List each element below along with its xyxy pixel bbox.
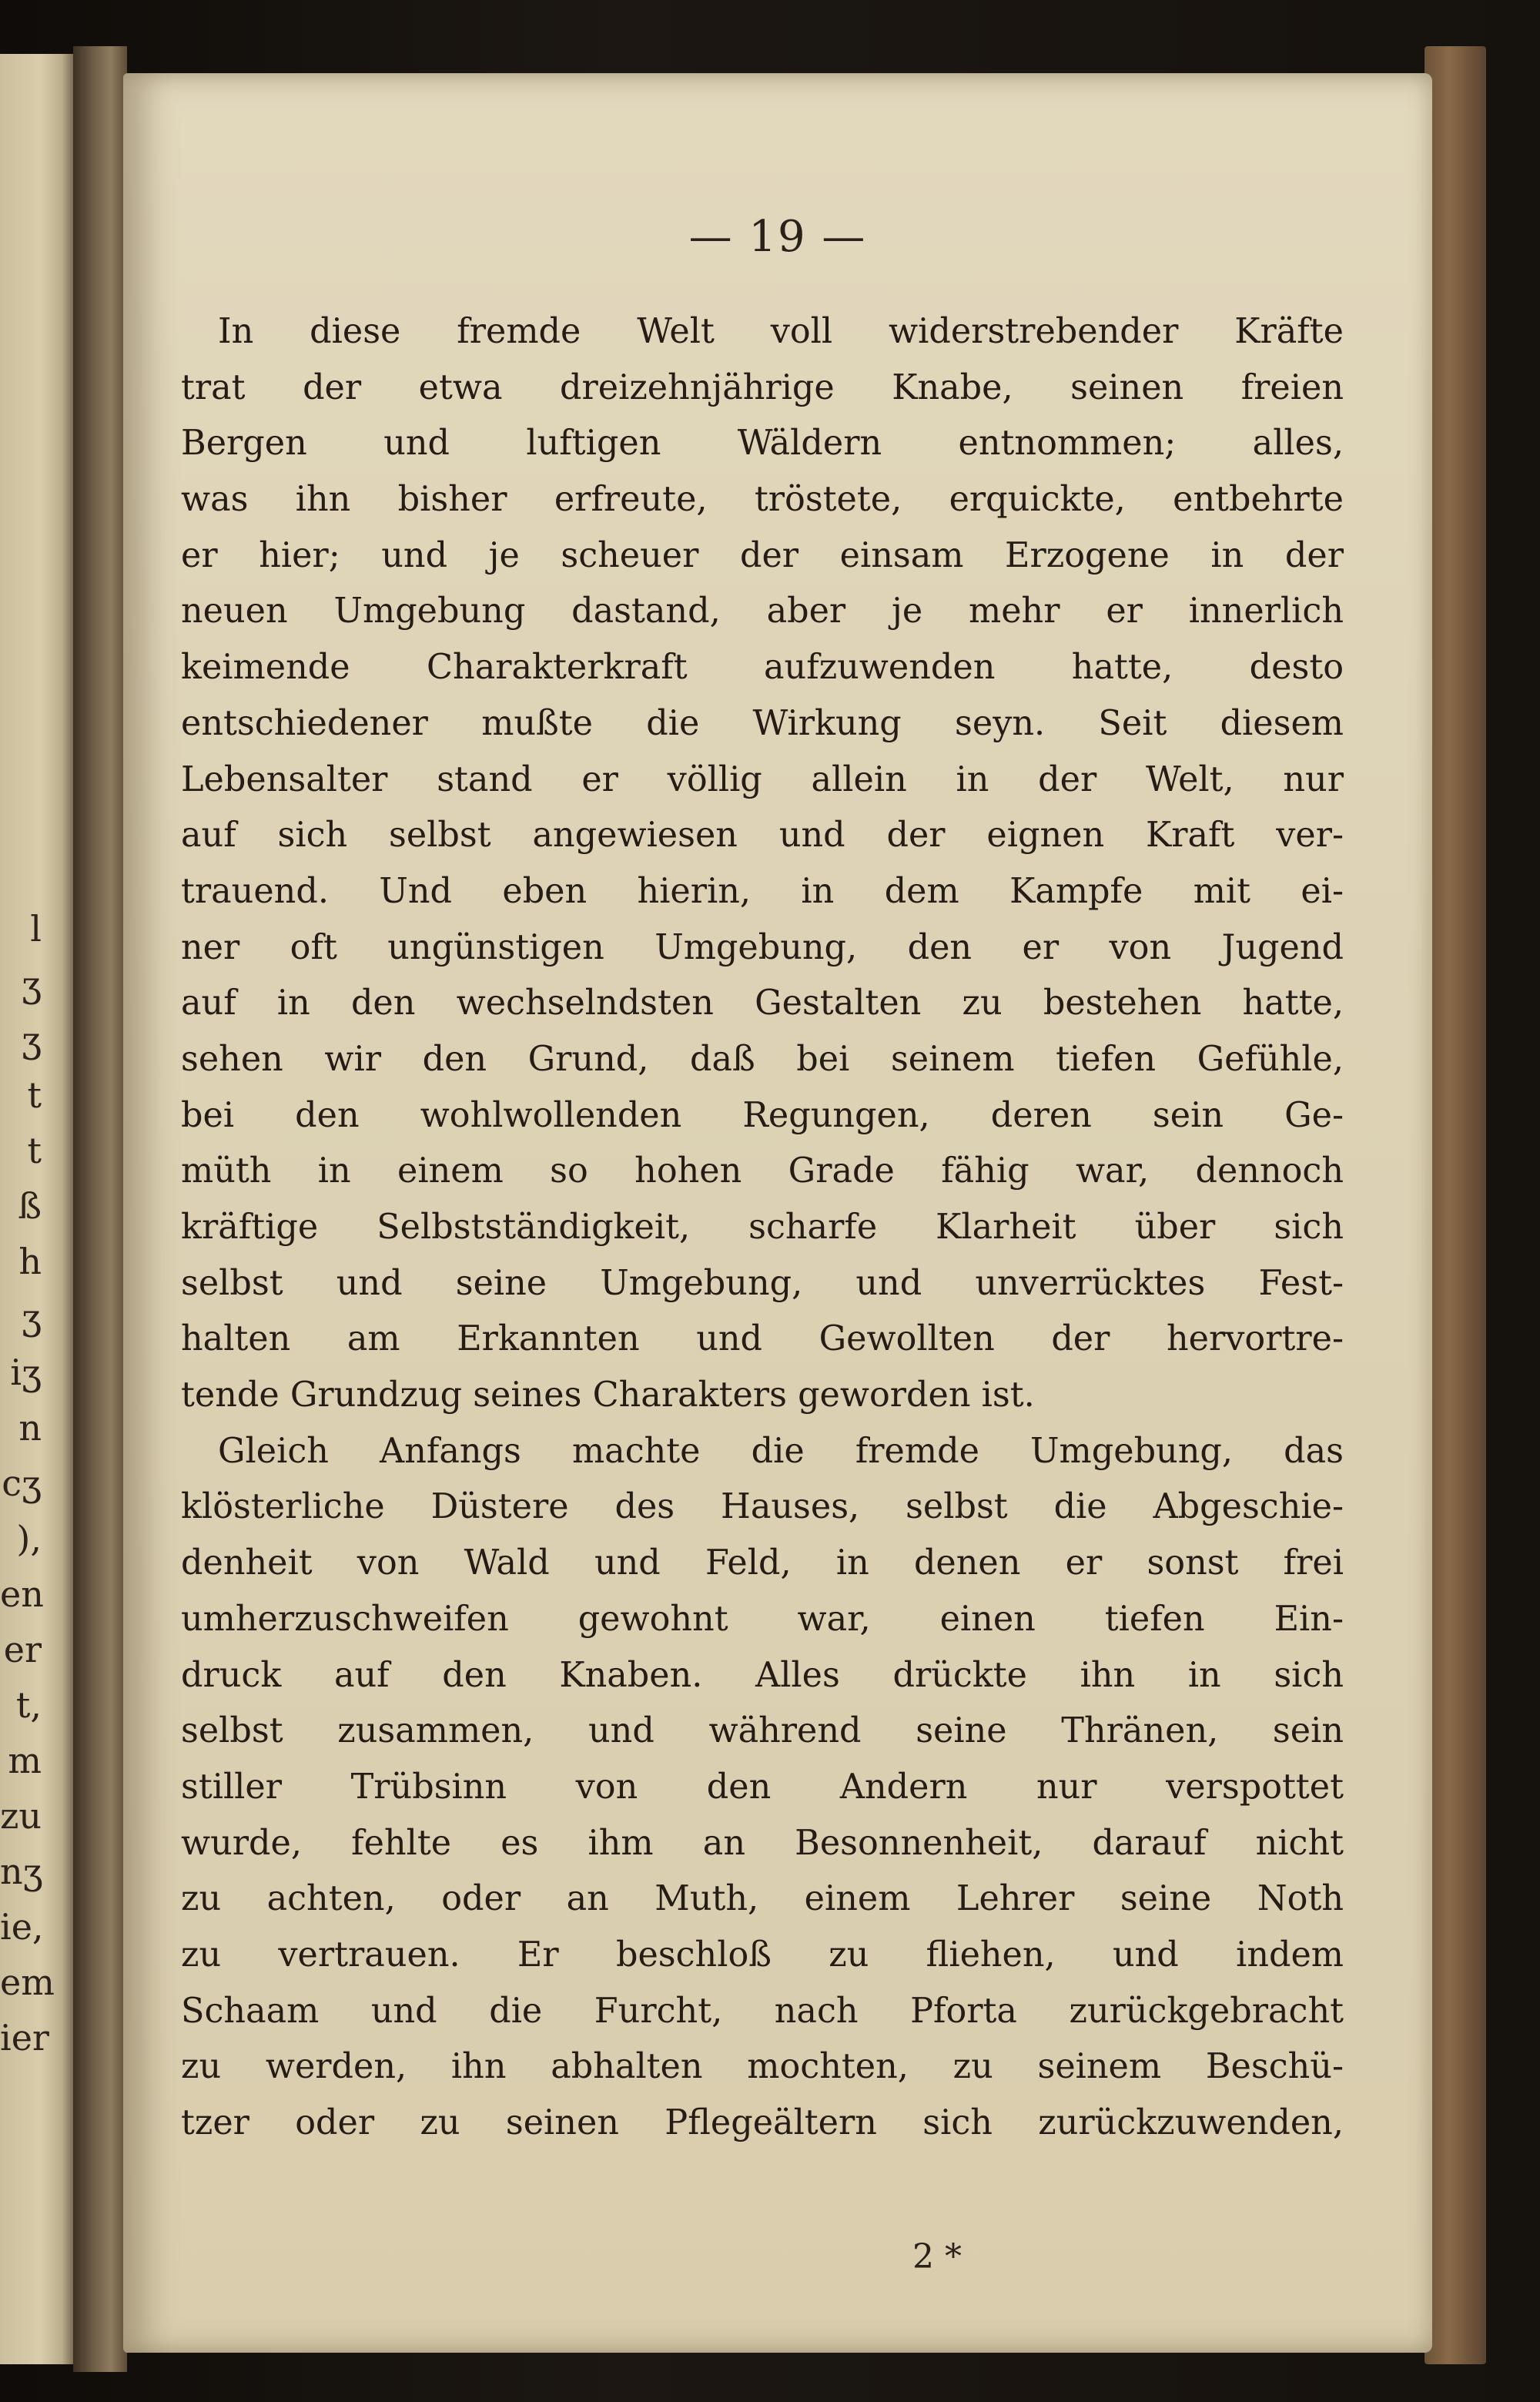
left-fragment: h	[18, 1241, 42, 1282]
left-page-text-fragments	[0, 901, 55, 2065]
left-facing-page	[0, 54, 73, 2364]
left-fragment: ier	[0, 2017, 49, 2059]
left-fragment: ʒ	[22, 963, 42, 1005]
left-fragment: ),	[16, 1518, 42, 1559]
text-line: entschiedener mußte die Wirkung seyn. Seit diesem	[181, 703, 1344, 743]
text-line: kräftige Selbstständigkeit, scharfe Klarheit über sich	[181, 1208, 1344, 1247]
text-line: trat der etwa dreizehnjährige Knabe, seinen freien	[181, 367, 1344, 407]
left-fragment: t	[27, 1074, 42, 1116]
left-fragment: ie,	[0, 1906, 44, 1948]
text-line: wurde, fehlte es ihm an Besonnenheit, darauf nicht	[181, 1823, 1344, 1863]
text-line: ner oft ungünstigen Umgebung, den er von Jugend	[181, 927, 1344, 967]
left-fragment: nʒ	[0, 1851, 43, 1892]
text-line: selbst und seine Umgebung, und unverrücktes Fest-	[181, 1263, 1344, 1303]
text-line: tzer oder zu seinen Pflegeältern sich zurückzuwenden,	[181, 2103, 1344, 2142]
text-line: bei den wohlwollenden Regungen, deren sein Ge-	[181, 1095, 1344, 1135]
text-line: müth in einem so hohen Grade fähig war, dennoch	[181, 1151, 1344, 1191]
text-line: Schaam und die Furcht, nach Pforta zurückgebracht	[181, 1991, 1344, 2031]
text-line: klösterliche Düstere des Hauses, selbst die Abgeschie-	[181, 1487, 1344, 1527]
left-fragment: t,	[15, 1684, 42, 1726]
text-line: selbst zusammen, und während seine Thränen, sein	[181, 1711, 1344, 1751]
text-line: sehen wir den Grund, daß bei seinem tiefen Gefühle,	[181, 1039, 1344, 1079]
text-line: umherzuschweifen gewohnt war, einen tiefen Ein-	[181, 1599, 1344, 1639]
text-line: auf in den wechselndsten Gestalten zu bestehen hatte,	[181, 983, 1344, 1023]
left-fragment: ʒ	[22, 1019, 42, 1060]
text-line: tende Grundzug seines Charakters geworden ist.	[181, 1375, 1035, 1415]
text-line: zu werden, ihn abhalten mochten, zu seinem Beschü-	[181, 2047, 1344, 2087]
left-fragment: ß	[18, 1185, 42, 1227]
left-fragment: en	[0, 1573, 44, 1615]
left-fragment: n	[18, 1407, 42, 1449]
text-line: keimende Charakterkraft aufzuwenden hatte, desto	[181, 648, 1344, 688]
signature-mark: 2 *	[912, 2237, 962, 2276]
left-fragment: t	[27, 1130, 42, 1171]
page-number-header: — 19 —	[688, 212, 867, 262]
left-fragment: l	[30, 908, 42, 950]
text-line: Lebensalter stand er völlig allein in der Welt, nur	[181, 759, 1344, 799]
book-gutter	[73, 46, 127, 2372]
text-line: In diese fremde Welt voll widerstrebender Kräfte	[218, 312, 1344, 351]
text-line: halten am Erkannten und Gewollten der hervortre-	[181, 1319, 1344, 1359]
body-text	[181, 304, 1344, 2152]
left-fragment: ʒ	[22, 1296, 42, 1338]
text-line: Bergen und luftigen Wäldern entnommen; alles,	[181, 424, 1344, 464]
left-fragment: m	[8, 1740, 42, 1781]
text-line: stiller Trübsinn von den Andern nur verspottet	[181, 1767, 1344, 1807]
left-fragment: cʒ	[2, 1462, 42, 1504]
text-line: zu achten, oder an Muth, einem Lehrer seine Noth	[181, 1879, 1344, 1919]
text-line: neuen Umgebung dastand, aber je mehr er innerlich	[181, 591, 1344, 631]
left-fragment: em	[0, 1961, 55, 2003]
text-line: auf sich selbst angewiesen und der eignen Kraft ver-	[181, 816, 1344, 856]
left-fragment: iʒ	[10, 1352, 42, 1393]
left-fragment: er	[3, 1629, 42, 1670]
right-page	[123, 73, 1432, 2353]
text-line: druck auf den Knaben. Alles drückte ihn in sich	[181, 1655, 1344, 1695]
book-cover-edge	[1424, 46, 1486, 2364]
text-line: denheit von Wald und Feld, in denen er sonst frei	[181, 1543, 1344, 1583]
text-line: er hier; und je scheuer der einsam Erzogene in der	[181, 535, 1344, 575]
text-line: zu vertrauen. Er beschloß zu fliehen, und indem	[181, 1935, 1344, 1975]
text-line: was ihn bisher erfreute, tröstete, erquickte, entbehrte	[181, 480, 1344, 520]
left-fragment: zu	[0, 1795, 42, 1837]
text-line: trauend. Und eben hierin, in dem Kampfe mit ei-	[181, 871, 1344, 911]
text-line: Gleich Anfangs machte die fremde Umgebung, das	[218, 1431, 1344, 1471]
